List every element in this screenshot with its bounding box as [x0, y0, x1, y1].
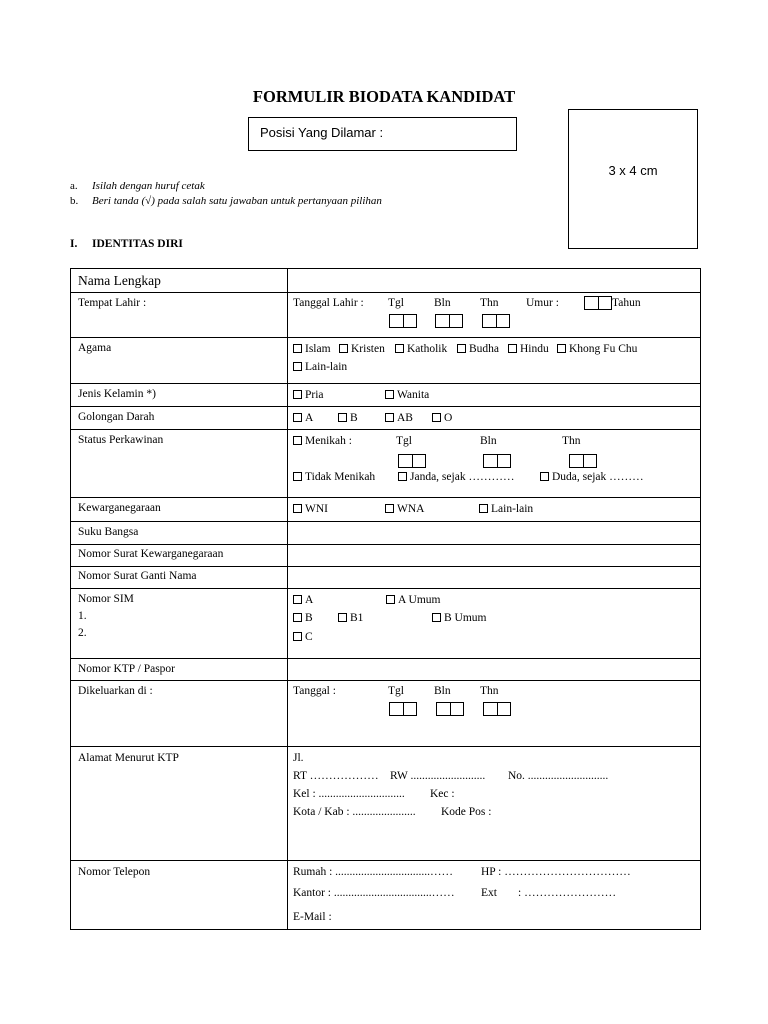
- telepon-ext-dots: : ……………………: [518, 887, 617, 899]
- label-jenis-kelamin: Jenis Kelamin *): [78, 388, 156, 400]
- section-heading: I. IDENTITAS DIRI: [70, 238, 183, 250]
- telepon-hp: HP : ……………………………: [481, 866, 631, 878]
- label-alamat-ktp: Alamat Menurut KTP: [78, 752, 179, 764]
- table-line: [70, 521, 700, 522]
- table-line: [70, 383, 700, 384]
- label-tempat-lahir: Tempat Lahir :: [78, 297, 147, 309]
- table-line: [70, 406, 700, 407]
- table-line: [70, 929, 700, 930]
- status-option-menikah[interactable]: Menikah :: [293, 435, 352, 447]
- label-dikeluarkan: Dikeluarkan di :: [78, 685, 153, 697]
- gd-option-a[interactable]: A: [293, 412, 313, 424]
- keluar-thn-digit-boxes[interactable]: [483, 702, 511, 716]
- keluar-thn-label: Thn: [480, 685, 499, 697]
- umur-label: Umur :: [526, 297, 559, 309]
- photo-box[interactable]: [568, 109, 698, 249]
- keluar-bln-label: Bln: [434, 685, 451, 697]
- alamat-kel: Kel : ..............................: [293, 788, 405, 800]
- jk-option-wanita[interactable]: Wanita: [385, 389, 429, 401]
- table-line: [70, 268, 71, 930]
- kw-option-wna[interactable]: WNA: [385, 503, 424, 515]
- bln-lahir-digit-boxes[interactable]: [435, 314, 463, 328]
- keluar-tgl-digit-boxes[interactable]: [389, 702, 417, 716]
- sim-option-b1[interactable]: B1: [338, 612, 363, 624]
- agama-option-khong-fu-chu[interactable]: Khong Fu Chu: [557, 343, 637, 355]
- agama-option-katholik[interactable]: Katholik: [395, 343, 447, 355]
- tanggal-lahir-label: Tanggal Lahir :: [293, 297, 364, 309]
- table-line: [287, 268, 288, 930]
- table-line: [70, 658, 700, 659]
- thn-label: Thn: [480, 297, 499, 309]
- jk-option-pria[interactable]: Pria: [293, 389, 324, 401]
- instruction-a: a. Isilah dengan huruf cetak: [70, 180, 205, 192]
- gd-option-ab[interactable]: AB: [385, 412, 413, 424]
- gd-option-o[interactable]: O: [432, 412, 452, 424]
- photo-label: 3 x 4 cm: [608, 163, 658, 178]
- table-line: [70, 497, 700, 498]
- label-sim-2: 2.: [78, 627, 87, 639]
- sim-option-b-umum[interactable]: B Umum: [432, 612, 487, 624]
- kw-option-lain-lain[interactable]: Lain-lain: [479, 503, 533, 515]
- telepon-rumah: Rumah : .................................……: [293, 866, 454, 878]
- label-nomor-ktp: Nomor KTP / Paspor: [78, 663, 176, 675]
- alamat-kec: Kec :: [430, 788, 455, 800]
- sim-option-c[interactable]: C: [293, 631, 313, 643]
- table-line: [70, 860, 700, 861]
- tgl-lahir-digit-boxes[interactable]: [389, 314, 417, 328]
- label-agama: Agama: [78, 342, 112, 354]
- label-nama-lengkap: Nama Lengkap: [78, 273, 161, 288]
- instruction-b: b. Beri tanda (√) pada salah satu jawaban untuk pertanyaan pilihan: [70, 195, 382, 207]
- menikah-thn-digit-boxes[interactable]: [569, 454, 597, 468]
- telepon-kantor: Kantor : ..................................……: [293, 887, 455, 899]
- label-sim-1: 1.: [78, 610, 87, 622]
- table-line: [70, 746, 700, 747]
- agama-option-kristen[interactable]: Kristen: [339, 343, 385, 355]
- kw-option-wni[interactable]: WNI: [293, 503, 328, 515]
- alamat-jl: Jl.: [293, 752, 304, 764]
- posisi-label: Posisi Yang Dilamar :: [260, 125, 384, 140]
- keluar-tgl-label: Tgl: [388, 685, 404, 697]
- label-kewarganegaraan: Kewarganegaraan: [78, 502, 161, 514]
- alamat-rt: RT ………………: [293, 770, 379, 782]
- bln-label: Bln: [434, 297, 451, 309]
- table-line: [70, 566, 700, 567]
- status-thn-label: Thn: [562, 435, 581, 447]
- agama-option-budha[interactable]: Budha: [457, 343, 499, 355]
- table-line: [70, 429, 700, 430]
- tahun-label: Tahun: [612, 297, 641, 309]
- keluar-bln-digit-boxes[interactable]: [436, 702, 464, 716]
- agama-option-lain-lain[interactable]: Lain-lain: [293, 361, 347, 373]
- alamat-no: No. ............................: [508, 770, 609, 782]
- alamat-rw: RW ..........................: [390, 770, 486, 782]
- label-nomor-surat-kewarganegaraan: Nomor Surat Kewarganegaraan: [78, 548, 224, 560]
- status-bln-label: Bln: [480, 435, 497, 447]
- label-nomor-sim: Nomor SIM: [78, 593, 134, 605]
- table-line: [70, 337, 700, 338]
- status-tgl-label: Tgl: [396, 435, 412, 447]
- agama-option-hindu[interactable]: Hindu: [508, 343, 549, 355]
- tanggal-keluar-label: Tanggal :: [293, 685, 336, 697]
- telepon-ext: Ext: [481, 887, 497, 899]
- table-line: [70, 292, 700, 293]
- form-title: FORMULIR BIODATA KANDIDAT: [252, 87, 516, 106]
- status-option-janda[interactable]: Janda, sejak …………: [398, 471, 514, 483]
- label-golongan-darah: Golongan Darah: [78, 411, 155, 423]
- agama-option-islam[interactable]: Islam: [293, 343, 331, 355]
- tgl-label: Tgl: [388, 297, 404, 309]
- status-option-duda[interactable]: Duda, sejak ………: [540, 471, 644, 483]
- table-line: [70, 544, 700, 545]
- alamat-kota: Kota / Kab : ......................: [293, 806, 416, 818]
- sim-option-a[interactable]: A: [293, 594, 313, 606]
- umur-digit-boxes[interactable]: [584, 296, 612, 310]
- status-option-tidak-menikah[interactable]: Tidak Menikah: [293, 471, 375, 483]
- label-status-perkawinan: Status Perkawinan: [78, 434, 164, 446]
- sim-option-b[interactable]: B: [293, 612, 313, 624]
- thn-lahir-digit-boxes[interactable]: [482, 314, 510, 328]
- table-line: [700, 268, 701, 930]
- label-nomor-telepon: Nomor Telepon: [78, 866, 151, 878]
- table-line: [70, 588, 700, 589]
- posisi-field[interactable]: [248, 117, 517, 151]
- table-line: [70, 268, 700, 269]
- menikah-tgl-digit-boxes[interactable]: [398, 454, 426, 468]
- telepon-email: E-Mail :: [293, 911, 332, 923]
- alamat-kode-pos: Kode Pos :: [441, 806, 492, 818]
- gd-option-b[interactable]: B: [338, 412, 358, 424]
- label-nomor-surat-ganti-nama: Nomor Surat Ganti Nama: [78, 570, 197, 582]
- sim-option-a-umum[interactable]: A Umum: [386, 594, 441, 606]
- label-suku-bangsa: Suku Bangsa: [78, 526, 139, 538]
- menikah-bln-digit-boxes[interactable]: [483, 454, 511, 468]
- table-line: [70, 680, 700, 681]
